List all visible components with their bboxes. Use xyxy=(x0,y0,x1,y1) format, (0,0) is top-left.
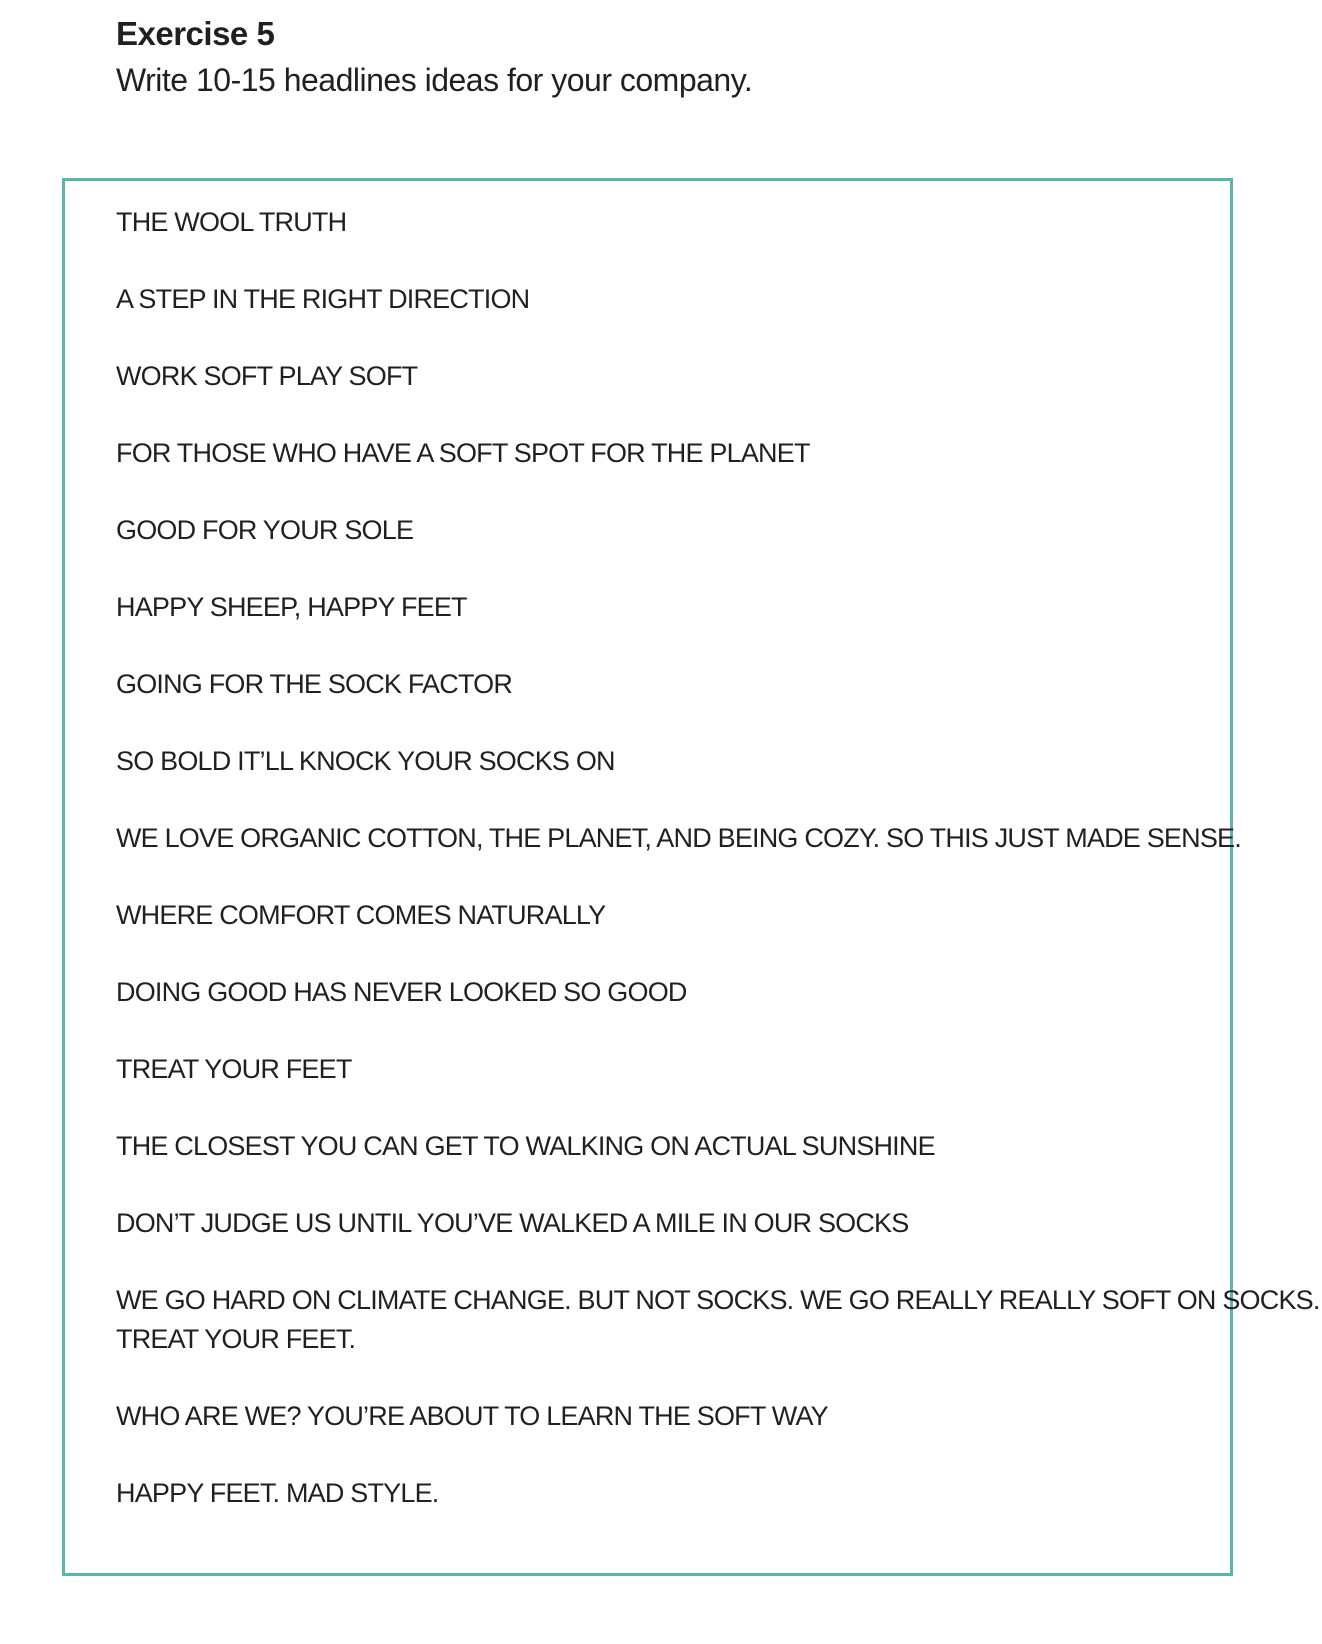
headline-item: HAPPY SHEEP, HAPPY FEET xyxy=(116,592,467,622)
headline-item: SO BOLD IT’LL KNOCK YOUR SOCKS ON xyxy=(116,746,615,776)
headline-item: DOING GOOD HAS NEVER LOOKED SO GOOD xyxy=(116,977,687,1007)
headline-item: A STEP IN THE RIGHT DIRECTION xyxy=(116,284,530,314)
headline-item: THE CLOSEST YOU CAN GET TO WALKING ON ACTUAL SUNSHINE xyxy=(116,1131,935,1161)
headline-item: WHO ARE WE? YOU’RE ABOUT TO LEARN THE SOFT WAY xyxy=(116,1401,828,1431)
headline-item: WE LOVE ORGANIC COTTON, THE PLANET, AND BEING COZY. SO THIS JUST MADE SENSE. xyxy=(116,823,1241,853)
headline-item: WHERE COMFORT COMES NATURALLY xyxy=(116,900,606,930)
headline-item: GOING FOR THE SOCK FACTOR xyxy=(116,669,513,699)
headline-item: THE WOOL TRUTH xyxy=(116,207,347,237)
exercise-instruction: Write 10-15 headlines ideas for your company. xyxy=(116,62,753,98)
headline-item: GOOD FOR YOUR SOLE xyxy=(116,515,414,545)
headline-item: WORK SOFT PLAY SOFT xyxy=(116,361,418,391)
headline-item: TREAT YOUR FEET xyxy=(116,1054,352,1084)
exercise-title: Exercise 5 xyxy=(116,15,275,52)
headline-item: DON’T JUDGE US UNTIL YOU’VE WALKED A MILE IN OUR SOCKS xyxy=(116,1208,909,1238)
headline-item: HAPPY FEET. MAD STYLE. xyxy=(116,1478,439,1508)
headline-item: FOR THOSE WHO HAVE A SOFT SPOT FOR THE PLANET xyxy=(116,438,810,468)
headline-item: TREAT YOUR FEET. xyxy=(116,1324,356,1354)
headline-item: WE GO HARD ON CLIMATE CHANGE. BUT NOT SOCKS. WE GO REALLY REALLY SOFT ON SOCKS. xyxy=(116,1285,1320,1315)
